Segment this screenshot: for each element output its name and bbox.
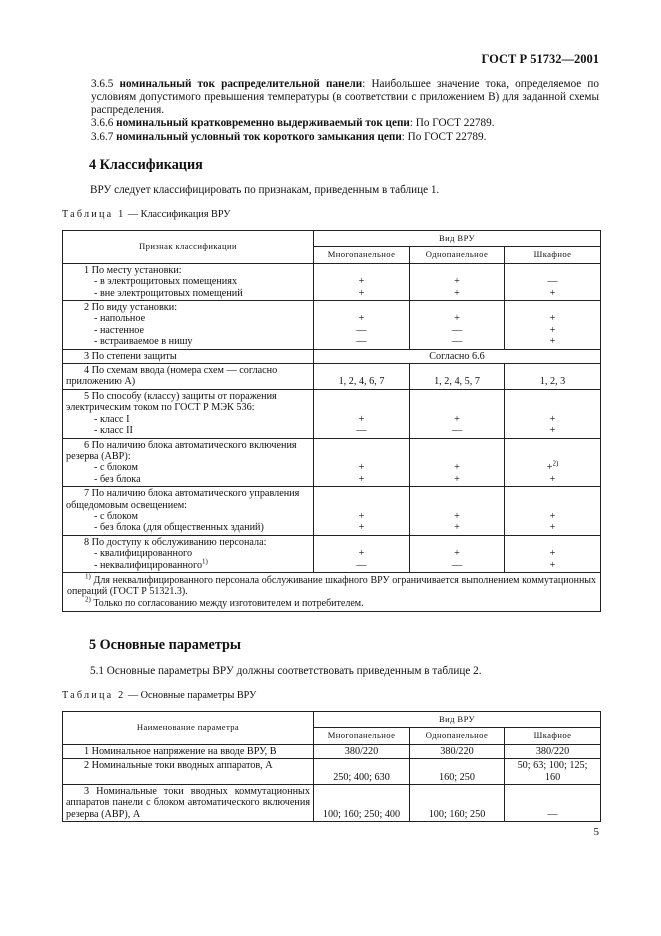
table-footnotes: $^{1)}$ Для неквалифицированного персонала обслуживание шкафного ВРУ ограничивается выполнением коммутационных операций (ГОСТ Р 51321.3). $^{2)}$ Только по согласованию между изготовителем и потребителем.	[63, 572, 601, 611]
section-5-title: 5 Основные параметры	[89, 637, 241, 653]
table-2-parameters	[62, 711, 601, 822]
section-4-title: 4 Классификация	[89, 157, 203, 173]
page-number: 5	[593, 826, 599, 838]
col-header-multipanel: Многопанельное	[314, 247, 410, 263]
col-header-cabinet: Шкафное	[505, 728, 601, 744]
col-header-multipanel: Многопанельное	[314, 728, 410, 744]
col-header-singlepanel: Однопанельное	[410, 728, 505, 744]
col-header-type: Вид ВРУ	[314, 231, 601, 247]
definition-3-6-6: 3.6.6 номинальный кратковременно выдерживаемый ток цепи: По ГОСТ 22789.	[91, 117, 495, 129]
table-row: 6 По наличию блока автоматического включения резерва (АВР): - с блоком - без блока + + + + +$^{2)}$ +	[63, 438, 601, 487]
table-2-caption: Таблица 2 — Основные параметры ВРУ	[62, 690, 257, 701]
table-row: 2 Номинальные токи вводных аппаратов, А 250; 400; 630 160; 250 50; 63; 100; 125; 160	[63, 759, 601, 785]
table-row: 2 По виду установки: - напольное - настенное - встраиваемое в нишу + — — + — — + + +	[63, 301, 601, 350]
definition-3-6-7: 3.6.7 номинальный условный ток короткого замыкания цепи: По ГОСТ 22789.	[91, 131, 487, 143]
table-row: 5 По способу (классу) защиты от поражения электрическим током по ГОСТ Р МЭК 536: - класс I - класс II + — + — + +	[63, 389, 601, 438]
table-row: 3 Номинальные токи вводных коммутационных аппаратов панели с блоком автоматического включения резерва (АВР), А 100; 160; 250; 400 100; 160; 250 —	[63, 785, 601, 822]
definition-3-6-5: 3.6.5 номинальный ток распределительной панели: Наибольшее значение тока, определяемое по условиям допустимого превышения температуры (в соответствии с приложением В) для заданной схемы распределения.	[91, 78, 600, 116]
col-header-cabinet: Шкафное	[505, 247, 601, 263]
col-header-param: Наименование параметра	[63, 712, 314, 745]
section-4-text: ВРУ следует классифицировать по признакам, приведенным в таблице 1.	[90, 184, 440, 196]
table-row: 4 По схемам ввода (номера схем — согласно приложению А) 1, 2, 4, 6, 7 1, 2, 4, 5, 7 1, 2, 3	[63, 364, 601, 390]
col-header-feature: Признак классификации	[63, 231, 314, 264]
col-header-type: Вид ВРУ	[314, 712, 601, 728]
table-row: 3 По степени защиты Согласно 6.6	[63, 349, 601, 363]
table-row: 8 По доступу к обслуживанию персонала: - квалифицированного - неквалифицированного$^{1)}$ + — + — + +	[63, 535, 601, 572]
table-row: 1 Номинальное напряжение на вводе ВРУ, В 380/220 380/220 380/220	[63, 744, 601, 758]
col-header-singlepanel: Однопанельное	[410, 247, 505, 263]
page-header: ГОСТ Р 51732—2001	[481, 52, 599, 66]
table-1-classification	[62, 230, 601, 612]
section-5-text: 5.1 Основные параметры ВРУ должны соответствовать приведенным в таблице 2.	[90, 665, 482, 677]
table-row: 1 По месту установки: - в электрощитовых помещениях - вне электрощитовых помещений + + + + — +	[63, 263, 601, 300]
table-row: 7 По наличию блока автоматического управления общедомовым освещением: - с блоком - без блока (для общественных зданий) + + + + + +	[63, 487, 601, 536]
table-1-caption: Таблица 1 — Классификация ВРУ	[62, 209, 231, 220]
